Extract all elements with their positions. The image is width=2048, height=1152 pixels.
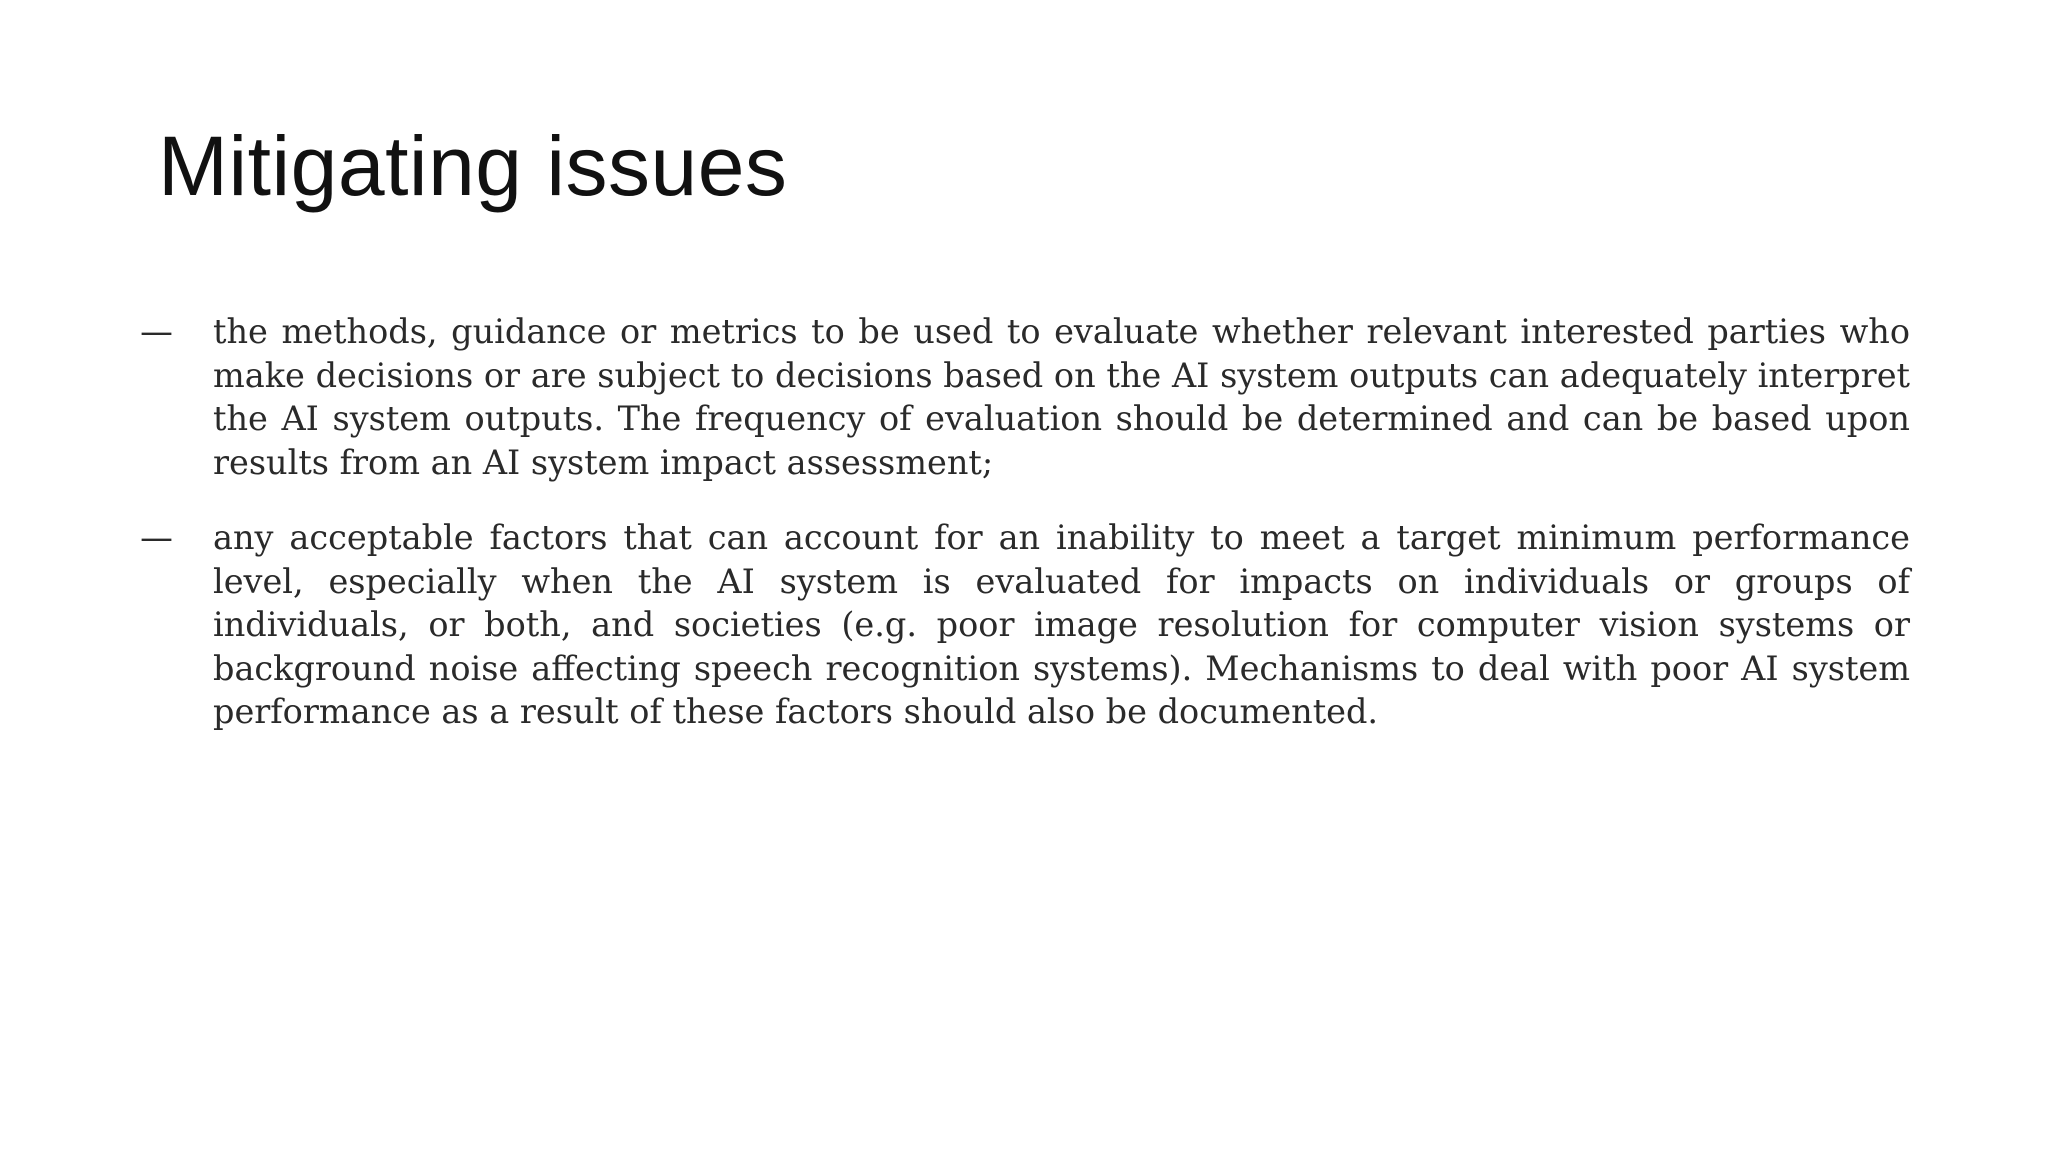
list-item-text: any acceptable factors that can account for an inability to meet a target minimum performance level, especially when the AI system is evaluated for impacts on individuals or groups of individuals, or both, and societies (e.g. poor image resolution for computer vision systems or background noise affecting speech recognition systems). Mechanisms to deal with poor AI system performance as a result of these factors should also be documented. — [213, 518, 1910, 731]
document-excerpt — [140, 310, 1910, 766]
dash-bullet: — — [140, 518, 173, 557]
dash-bullet: — — [140, 312, 173, 351]
list-item — [140, 310, 1910, 484]
slide-title: Mitigating issues — [158, 119, 788, 213]
list-item — [140, 516, 1910, 734]
list-item-text: the methods, guidance or metrics to be used to evaluate whether relevant interested parties who make decisions or are subject to decisions based on the AI system outputs can adequately interpret the AI system outputs. The frequency of evaluation should be determined and can be based upon results from an AI system impact assessment; — [213, 312, 1910, 482]
